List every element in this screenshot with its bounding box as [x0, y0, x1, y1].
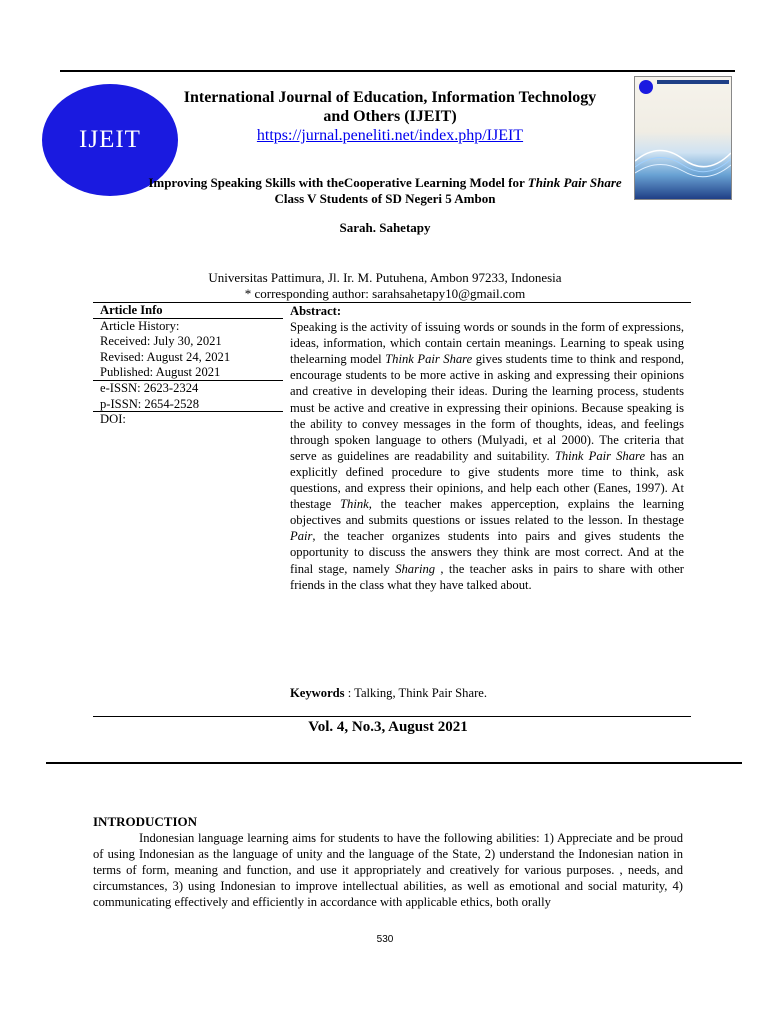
introduction-heading: INTRODUCTION: [93, 814, 198, 829]
top-rule: [60, 70, 735, 72]
eissn: e-ISSN: 2623-2324: [100, 380, 199, 395]
volume-bottom-rule: [46, 762, 742, 764]
affiliation: Universitas Pattimura, Jl. Ir. M. Putuhena, Ambon 97233, Indonesia: [208, 270, 562, 285]
revised-date: Revised: August 24, 2021: [100, 349, 231, 364]
pissn: p-ISSN: 2654-2528: [100, 396, 200, 411]
introduction-text: Indonesian language learning aims for students to have the following abilities: 1) Appreciate and be proud of using Indonesian as the language of unity and the language of the State, 2) understand the Indonesian nation in terms of form, meaning and function, and use it appropriately and creatively for various purposes. , needs, and circumstances, 3) using Indonesian to improve intellectual abilities, as well as emotional and social maturity, 4) communicating effectively and efficiently in accordance with applicable ethics, both orally: [93, 831, 683, 910]
cover-wave-graphic: [635, 139, 731, 179]
keywords: [290, 686, 684, 701]
journal-title-line1: International Journal of Education, Information Technology: [183, 89, 597, 106]
logo-text: IJEIT: [79, 126, 141, 153]
affiliation-block: [90, 270, 680, 302]
paper-title-emphasis: Think Pair Share: [527, 175, 622, 190]
journal-title: [140, 88, 640, 126]
paper-title-line1: Improving Speaking Skills with theCooperative Learning Model for: [148, 175, 528, 190]
article-info: [100, 303, 280, 428]
page-number: 530: [376, 934, 394, 945]
received-date: Received: July 30, 2021: [100, 334, 222, 349]
published-date: Published: August 2021: [100, 365, 221, 380]
abstract-heading: Abstract:: [290, 304, 342, 318]
paper-title: [90, 175, 680, 207]
corresponding-author: * corresponding author: sarahsahetapy10@gmail.com: [244, 286, 526, 301]
article-history-label: Article History:: [100, 318, 180, 333]
keywords-text: : Talking, Think Pair Share.: [344, 686, 487, 700]
paper-title-line2: Class V Students of SD Negeri 5 Ambon: [274, 191, 496, 206]
volume-top-rule: [93, 716, 691, 717]
abstract: [290, 303, 684, 593]
author-name: Sarah. Sahetapy: [339, 220, 431, 235]
cover-logo: [639, 80, 653, 94]
journal-url-link[interactable]: https://jurnal.peneliti.net/index.php/IJEIT: [256, 127, 524, 144]
abstract-text: Speaking is the activity of issuing words or sounds in the form of expressions, ideas, information, which contain certain meanings. Learning to speak using thelearning model Think Pair Share gives students time to think and respond, encourage students to be more active in asking and expressing their opinions and creative in developing their ideas. During the learning process, students must be active and creative in expressing their opinions. Because speaking is the ability to convey messages in the form of thoughts, ideas, and feelings through spoken language to others (Mulyadi, et al 2000). The criteria that serve as guidelines are readability and suitability. Think Pair Share has an explicitly defined procedure to give students more time to think, ask questions, and express their opinions, and help each other (Eanes, 1997). At thestage Think, the teacher makes apperception, explains the learning objectives and submits questions or issues related to the lesson. In thestage Pair, the teacher organizes students into pairs and gives students the opportunity to discuss the answers they think are most correct. And at the final stage, namely Sharing , the teacher asks in pairs to share with other friends in the class what they have talked about.: [290, 320, 684, 592]
article-info-heading: Article Info: [100, 303, 163, 317]
doi: DOI:: [100, 412, 126, 427]
cover-title-bar: [657, 80, 729, 84]
journal-title-line2: and Others (IJEIT): [323, 108, 457, 125]
keywords-label: Keywords: [290, 686, 345, 700]
volume-info: Vol. 4, No.3, August 2021: [308, 719, 468, 735]
